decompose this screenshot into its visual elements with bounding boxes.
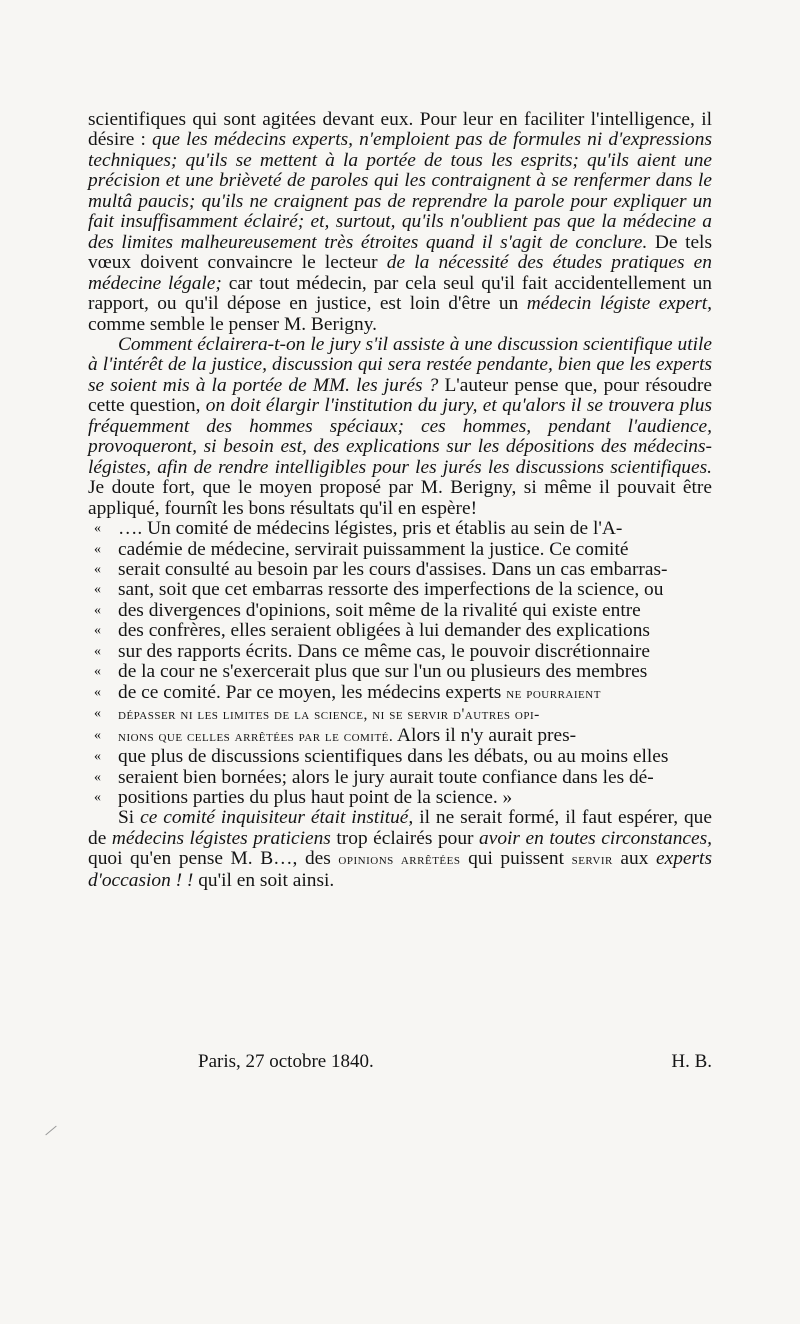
quote-line: « sant, soit que cet embarras ressorte des imperfections de la science, ou xyxy=(88,580,712,600)
quote-line: « serait consulté au besoin par les cours d'assises. Dans un cas embarras- xyxy=(88,560,712,580)
p1-text: car tout médecin, par cela seul qu'il fait accidentellement un rapport, ou qu'il dépose en justice, est loin d'être un xyxy=(88,272,712,315)
small-caps-text: dépasser ni les limites de la science, ni se servir d'autres opi- xyxy=(118,706,540,724)
quote-line: « nions que celles arrêtées par le comité. Alors il n'y aurait pres- xyxy=(88,726,712,747)
quote-line: « des divergences d'opinions, soit même de la rivalité qui existe entre xyxy=(88,601,712,621)
margin-mark xyxy=(45,1126,56,1136)
place-date: Paris, 27 octobre 1840. xyxy=(198,1051,374,1072)
p1-italic: médecin légiste expert, xyxy=(526,293,712,315)
paragraph-1 xyxy=(88,110,712,335)
small-caps-text: nions que celles arrêtées par le comité. xyxy=(118,727,394,745)
p1-text: comme semble le penser M. Berigny. xyxy=(88,313,377,335)
p2-text: Je doute fort, que le moyen proposé par M. Berigny, si même il pouvait être appliqué, fournît les bons résultats qu'il en espère! xyxy=(88,477,712,519)
p1-text: De tels vœux doivent convaincre le lecteur xyxy=(88,231,712,274)
p1-text: scientifiques qui sont agitées devant eux. Pour leur en faciliter l'intelligence, il désire : xyxy=(88,109,712,151)
quote-line: « cadémie de médecine, servirait puissamment la justice. Ce comité xyxy=(88,540,712,560)
small-caps-text: servir xyxy=(571,851,613,869)
p1-italic: que les médecins experts, n'emploient pas de formules ni d'expressions techniques; qu'ils se mettent à la portée de tous les esprits; qu'ils aient une précision et une brièveté de paroles qui les contraignent à se renfermer dans le multâ paucis; qu'ils ne craignent pas de reprendre la parole pour expliquer un fait insuffisamment éclairé; et, surtout, qu'ils n'oublient pas que la médecine a des limites malheureusement très étroites quand il s'agit de conclure. xyxy=(88,129,712,253)
p2-italic: on doit élargir l'institution du jury, et qu'alors il se trouvera plus fréquemment des hommes spéciaux; ces hommes, pendant l'audience, provoqueront, si besoin est, des explications sur les dépositions des médecins-légistes, afin de rendre intelligibles pour les jurés les discussions scientifiques. xyxy=(88,395,712,478)
paragraph-3: Si ce comité inquisiteur était institué, il ne serait formé, il faut espérer, que de médecins légistes praticiens trop éclairés pour avoir en toutes circonstances, quoi qu'en pense M. B…, des opinions arrêtées qui puissent servir aux experts d'occasion ! ! qu'il en soit ainsi. xyxy=(88,807,713,891)
p2-text: L'auteur pense que, pour résoudre cette question, xyxy=(88,374,712,417)
quote-line: « seraient bien bornées; alors le jury aurait toute confiance dans les dé- xyxy=(88,768,712,788)
small-caps-text: opinions arrêtées xyxy=(338,851,461,869)
quote-line: « des confrères, elles seraient obligées à lui demander des explications xyxy=(88,621,712,641)
quote-line: « de ce comité. Par ce moyen, les médecins experts ne pourraient xyxy=(88,683,712,704)
body-text xyxy=(88,110,712,891)
signature-line xyxy=(88,1051,712,1077)
quote-line: « …. Un comité de médecins légistes, pris et établis au sein de l'A- xyxy=(88,519,712,539)
quote-line: « que plus de discussions scientifiques dans les débats, ou au moins elles xyxy=(88,747,712,767)
quote-line xyxy=(88,704,712,725)
quote-line: « sur des rapports écrits. Dans ce même cas, le pouvoir discrétionnaire xyxy=(88,642,712,662)
p2-italic: Comment éclairera-t-on le jury s'il assiste à une discussion scientifique utile à l'intérêt de la justice, discussion qui sera restée pendante, bien que les experts se soient mis à la portée de MM. les jurés ? xyxy=(88,333,712,396)
small-caps-text: ne pourraient xyxy=(506,684,601,702)
paragraph-2 xyxy=(88,335,712,519)
quote-line: « positions parties du plus haut point de la science. » xyxy=(88,788,712,808)
block-quote xyxy=(88,519,712,808)
quote-line: « de la cour ne s'exercerait plus que sur l'un ou plusieurs des membres xyxy=(88,662,712,682)
author-initials: H. B. xyxy=(671,1051,712,1072)
p1-italic: de la nécessité des études pratiques en médecine légale; xyxy=(88,252,712,294)
